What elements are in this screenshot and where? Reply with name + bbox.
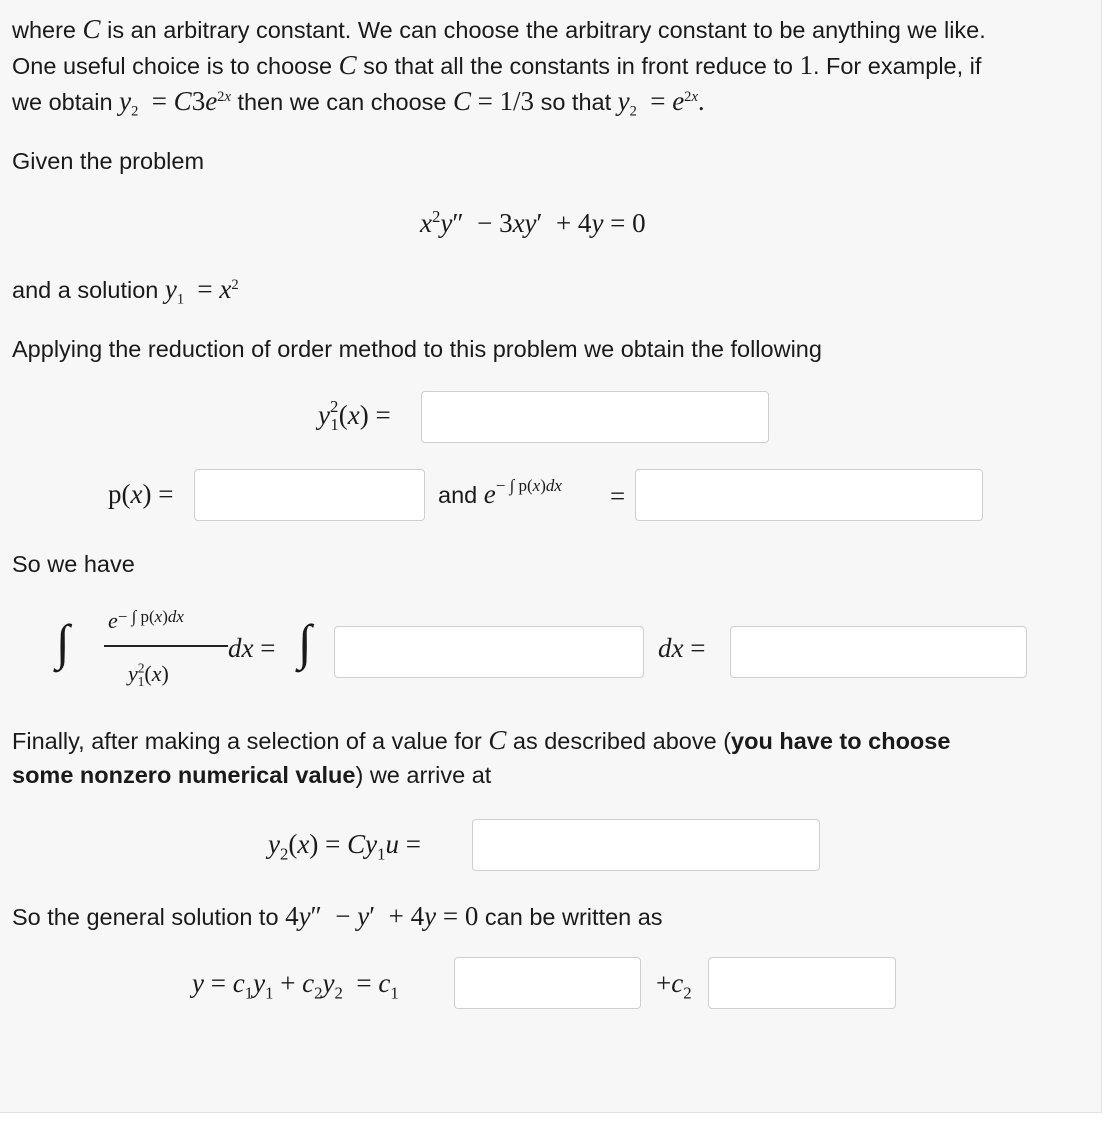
integrand-input[interactable] [334,626,644,678]
fraction-bar [104,645,228,647]
ode-equation: $x^2y'' - 3xy' + 4y = 0$ [420,207,646,238]
applying-text: Applying the reduction of order method to this problem we obtain the following [12,336,822,362]
y2-label: $y_2(x) = Cy_1u$ = [268,829,421,864]
intro-line-1: where C is an arbitrary constant. We can choose the arbitrary constant to be anything we like. [12,14,986,44]
c1-term-input[interactable] [454,957,641,1009]
so-we-have: So we have [12,551,135,577]
solution-text: and a solution $y_1 = x^2$ [12,274,239,308]
exp-label: and $e^{- \int p(x)dx}$ [438,476,562,509]
general-equation-label: $y = c_1y_1 + c_2y_2 = c_1$ [192,968,399,1003]
plus-c2-label: $+c_2$ [656,968,692,1003]
y1-squared-input[interactable] [421,391,769,443]
integral-sign-right: ∫ [298,614,312,670]
p-of-x-label: p(x) = [108,479,174,509]
given-label: Given the problem [12,148,205,174]
finally-line-1: Finally, after making a selection of a value for C as described above (you have to choose [12,725,951,755]
integral-dx-equals: dx = [228,633,276,663]
finally-line-2: some nonzero numerical value) we arrive at [12,762,492,788]
integral-numerator: $e^{- \int p(x)dx}$ [108,607,184,633]
integral-denominator: $y^2_1(x)$ [128,660,169,690]
exp-neg-int-p-input[interactable] [635,469,983,521]
p-of-x-input[interactable] [194,469,425,521]
integral-result-input[interactable] [730,626,1027,678]
y2-input[interactable] [472,819,820,871]
intro-line-3: we obtain $y_2 = C3e^{2x}$ then we can choose C = 1/3 so that $y_2 = e^{2x}$. [12,86,705,120]
dx-equals: dx = [658,633,706,663]
general-text: So the general solution to 4y″ − y′ + 4y = 0 can be written as [12,901,663,931]
intro-line-2: One useful choice is to choose C so that all the constants in front reduce to 1. For example, if [12,50,982,80]
c2-term-input[interactable] [708,957,896,1009]
y1-squared-label: $y^2_1(x)$ = [318,397,391,435]
exp-equals: = [610,481,626,511]
integral-sign-left: ∫ [56,614,70,670]
